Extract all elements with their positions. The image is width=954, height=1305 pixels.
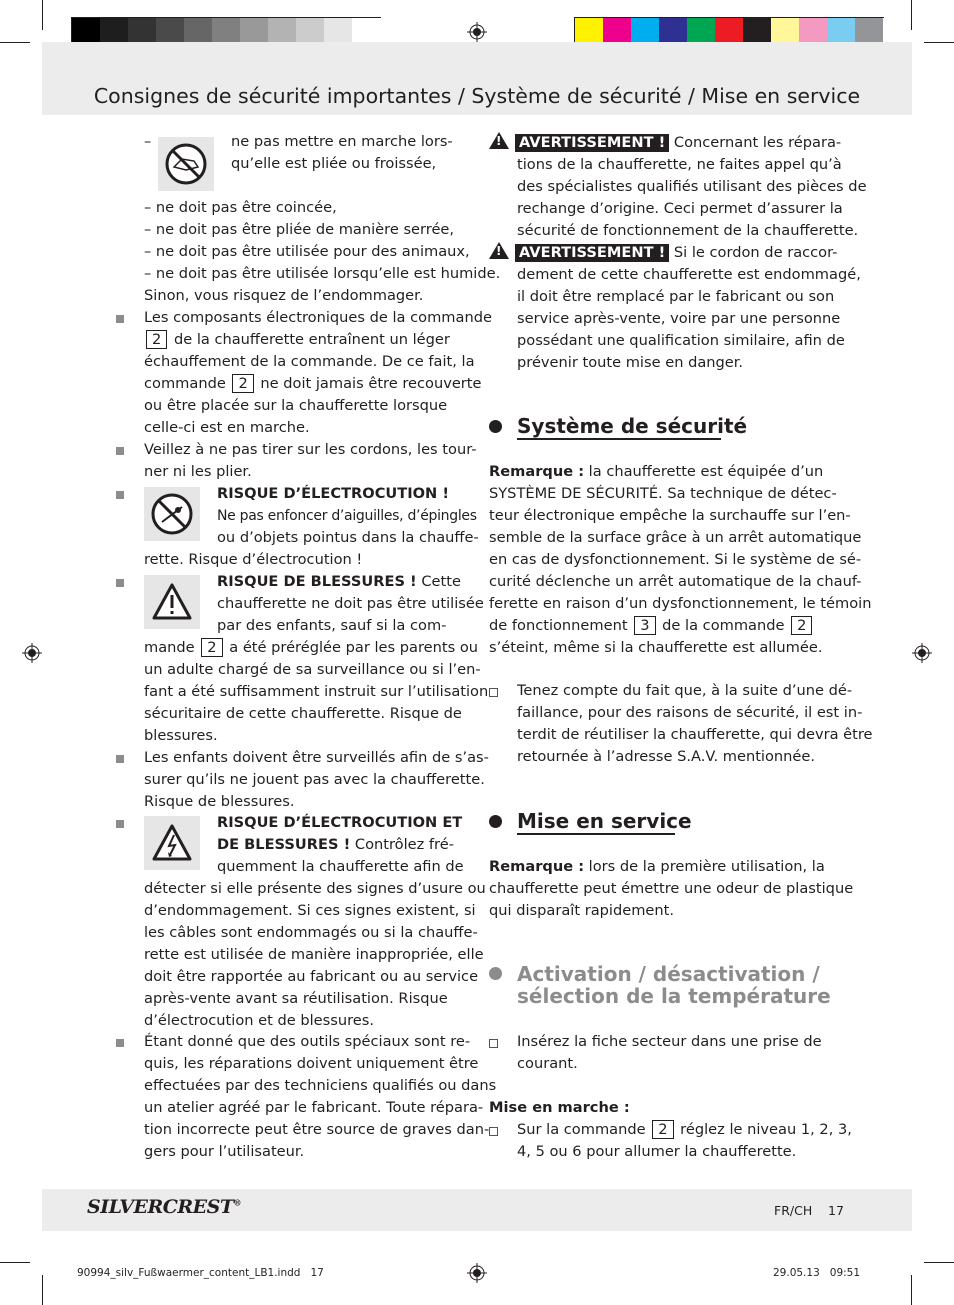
text-line: un atelier agréé par le fabricant. Toute répara- <box>144 1099 484 1116</box>
warning-triangle-icon <box>144 575 200 629</box>
heading-bullet <box>489 815 502 828</box>
text-line: quis, les réparations doivent uniquement être <box>144 1055 479 1072</box>
text: la chaufferette est équipée d’un <box>584 463 824 480</box>
footer-lang: FR/CH <box>774 1203 813 1218</box>
text-line: tion incorrecte peut être source de graves dan- <box>144 1121 490 1138</box>
heading-bullet <box>489 420 502 433</box>
crop-mark <box>0 1262 30 1263</box>
bullet <box>116 315 124 323</box>
remark-label: Remarque : <box>489 463 585 480</box>
section-heading-startup: Mise en service <box>517 809 692 833</box>
text: a été préréglée par les parents ou <box>229 639 479 656</box>
fold-text: qu’elle est pliée ou froissée, <box>231 155 437 172</box>
text: de la commande <box>662 617 785 634</box>
electric-hazard-icon <box>144 816 200 870</box>
text: de fonctionnement <box>489 617 628 634</box>
text-line <box>489 615 814 637</box>
bullet <box>116 820 124 828</box>
page-number: 17 <box>828 1203 844 1218</box>
text-line: Insérez la fiche secteur dans une prise de <box>517 1033 822 1050</box>
text-line: après-vente avant sa réutilisation. Risque <box>144 990 448 1007</box>
text-line: chaufferette peut émettre une odeur de plastique <box>489 880 854 897</box>
text-line: il doit être remplacé par le fabricant ou son <box>517 288 835 305</box>
dash-line: – ne doit pas être coincée, <box>144 199 337 216</box>
text-line: Les composants électroniques de la commande <box>144 309 492 326</box>
warning-line <box>489 132 841 154</box>
crop-mark <box>924 42 954 43</box>
crop-mark <box>42 0 43 30</box>
text-line <box>144 373 482 395</box>
heading-underline <box>517 833 675 835</box>
text-line: Les enfants doivent être surveillés afin de s’as- <box>144 749 489 766</box>
text-line: d’électrocution et de blessures. <box>144 1012 375 1029</box>
text-line: teur électronique empêche la surchauffe sur l’en- <box>489 507 851 524</box>
text-line: quemment la chaufferette afin de <box>217 858 464 875</box>
text-line: rette est utilisée de manière inappropriée, elle <box>144 946 484 963</box>
registration-mark-icon <box>22 643 42 663</box>
text-line: tions de la chaufferette, ne faites appel qu’à <box>517 156 842 173</box>
text: commande <box>144 375 226 392</box>
text-line: semble de la surface grâce à un arrêt automatique <box>489 529 862 546</box>
text: Contrôlez fré- <box>350 836 454 853</box>
heading-underline <box>517 438 721 440</box>
warning-badge: AVERTISSEMENT ! <box>515 244 669 262</box>
text-line: gers pour l’utilisateur. <box>144 1143 305 1160</box>
electrocution-heading: RISQUE D’ÉLECTROCUTION ! <box>217 485 449 502</box>
text: réglez le niveau 1, 2, 3, <box>675 1121 852 1138</box>
text-line: s’éteint, même si la chaufferette est allumée. <box>489 639 823 656</box>
text-line: blessures. <box>144 727 218 744</box>
text-line: possédant une qualification similaire, afin de <box>517 332 845 349</box>
text: Concernant les répara- <box>669 134 842 151</box>
text-line: curité déclenche un arrêt automatique de la chauf- <box>489 573 862 590</box>
text-line <box>144 637 478 659</box>
registration-mark-icon <box>912 643 932 663</box>
text-line: fant a été suffisamment instruit sur l’utilisation <box>144 683 489 700</box>
text-line: sécurité de fonctionnement de la chaufferette. <box>517 222 859 239</box>
heading-bullet <box>489 967 502 980</box>
ref-box: 2 <box>146 330 167 349</box>
text-line: ou d’objets pointus dans la chauffe- <box>217 529 479 546</box>
slug-date: 29.05.13 09:51 <box>773 1267 861 1279</box>
text-line: des spécialistes qualifiés utilisant des pièces de <box>517 178 867 195</box>
text: Si le cordon de raccor- <box>669 244 838 261</box>
text-line: doit être rapportée au fabricant ou au service <box>144 968 479 985</box>
crop-mark <box>924 1262 954 1263</box>
dash: – <box>144 133 152 150</box>
text: ne doit jamais être recouverte <box>260 375 482 392</box>
text-line: celle-ci est en marche. <box>144 419 310 436</box>
text: Cette <box>416 573 461 590</box>
text-line: Veillez à ne pas tirer sur les cordons, les tour- <box>144 441 477 458</box>
text-line <box>517 1119 852 1141</box>
text-line: retournée à l’adresse S.A.V. mentionnée. <box>517 748 816 765</box>
text-line: courant. <box>517 1055 578 1072</box>
text-line: surer qu’ils ne jouent pas avec la chaufferette. <box>144 771 485 788</box>
ref-box: 2 <box>652 1120 673 1139</box>
ref-box: 3 <box>634 616 655 635</box>
text-line: d’endommagement. Si ces signes existent, si <box>144 902 476 919</box>
text-line: ner ni les plier. <box>144 463 252 480</box>
section-heading-security: Système de sécurité <box>517 414 748 438</box>
ref-box: 2 <box>791 616 812 635</box>
text-line: les câbles sont endommagés ou si la chauffe- <box>144 924 478 941</box>
brand-name: SILVERCREST <box>87 1196 234 1218</box>
dash-line: – ne doit pas être utilisée pour des animaux, <box>144 243 470 260</box>
bullet <box>116 1039 124 1047</box>
text-line: échauffement de la commande. De ce fait, la <box>144 353 475 370</box>
text-line: dement de cette chaufferette est endommagé, <box>517 266 861 283</box>
text-line: en cas de dysfonctionnement. Si le système de sé- <box>489 551 862 568</box>
text-line: faillance, pour des raisons de sécurité, il est in- <box>517 704 863 721</box>
text-line: ou être placée sur la chaufferette lorsque <box>144 397 448 414</box>
warning-badge: AVERTISSEMENT ! <box>515 134 669 152</box>
warning-triangle-icon <box>489 132 509 149</box>
text-line: Étant donné que des outils spéciaux sont re- <box>144 1033 471 1050</box>
no-folding-icon <box>158 137 214 191</box>
electrocution-icon-box <box>144 487 200 541</box>
fold-text: ne pas mettre en marche lors- <box>231 133 453 150</box>
slug-file: 90994_silv_Fußwaermer_content_LB1.indd 17 <box>77 1267 324 1279</box>
text-line: par des enfants, sauf si la com- <box>217 617 447 634</box>
page-title: Consignes de sécurité importantes / Système de sécurité / Mise en service <box>93 84 861 108</box>
bullet <box>116 579 124 587</box>
text-line: service après-vente, voire par une personne <box>517 310 841 327</box>
text-line: un adulte chargé de sa surveillance ou si l’en- <box>144 661 481 678</box>
fold-warning-icon-box <box>158 137 214 191</box>
text-line: SYSTÈME DE SÉCURITÉ. Sa technique de détec- <box>489 485 837 502</box>
subheading-switch-on: Mise en marche : <box>489 1099 630 1116</box>
injury-icon-box <box>144 575 200 629</box>
electrocution-injury-heading: RISQUE D’ÉLECTROCUTION ET <box>217 814 463 831</box>
crop-mark <box>42 1275 43 1305</box>
text-line: effectuées par des techniciens qualifiés ou dans <box>144 1077 497 1094</box>
text-line: détecter si elle présente des signes d’usure ou <box>144 880 486 897</box>
text: mande <box>144 639 195 656</box>
text: Sur la commande <box>517 1121 646 1138</box>
dash-line: Sinon, vous risquez de l’endommager. <box>144 287 424 304</box>
text-line: ferette en raison d’un dysfonctionnement, le témoin <box>489 595 872 612</box>
registration-mark-icon <box>467 1263 487 1283</box>
registered-mark: ® <box>233 1197 241 1208</box>
text-line: terdit de réutiliser la chaufferette, qui devra être <box>517 726 873 743</box>
section-heading-activation: sélection de la température <box>517 984 831 1008</box>
bullet <box>116 755 124 763</box>
checkbox-marker <box>489 688 498 697</box>
remark-label: Remarque : <box>489 858 585 875</box>
text-line: sécuritaire de cette chaufferette. Risque de <box>144 705 462 722</box>
checkbox-marker <box>489 1039 498 1048</box>
electric-shock-icon-box <box>144 816 200 870</box>
heading-part: DE BLESSURES ! <box>217 836 351 853</box>
text-line: rette. Risque d’électrocution ! <box>144 551 363 568</box>
brand-logo <box>87 1196 241 1218</box>
injury-heading: RISQUE DE BLESSURES ! <box>217 573 417 590</box>
text-line <box>489 856 825 878</box>
text-line <box>489 461 823 483</box>
section-heading-activation: Activation / désactivation / <box>517 962 820 986</box>
text-line <box>217 834 454 856</box>
text-line: rechange d’origine. Ceci permet d’assurer la <box>517 200 843 217</box>
text: lors de la première utilisation, la <box>584 858 825 875</box>
text-line: prévenir toute mise en danger. <box>517 354 744 371</box>
crop-mark <box>911 0 912 30</box>
dash-line: – ne doit pas être pliée de manière serrée, <box>144 221 455 238</box>
warning-line <box>489 242 837 264</box>
crop-mark <box>911 1275 912 1305</box>
text: de la chaufferette entraînent un léger <box>173 331 450 348</box>
dash-line: – ne doit pas être utilisée lorsqu’elle est humide. <box>144 265 501 282</box>
registration-mark-icon <box>467 22 487 42</box>
text-line: chaufferette ne doit pas être utilisée <box>217 595 484 612</box>
ref-box: 2 <box>201 638 222 657</box>
text-line <box>144 329 450 351</box>
bullet <box>116 447 124 455</box>
ref-box: 2 <box>232 374 253 393</box>
no-needles-icon <box>144 487 200 541</box>
text-line <box>217 571 461 593</box>
bullet <box>116 491 124 499</box>
warning-triangle-icon <box>489 242 509 259</box>
text-line: Tenez compte du fait que, à la suite d’une dé- <box>517 682 853 699</box>
text-line: 4, 5 ou 6 pour allumer la chaufferette. <box>517 1143 797 1160</box>
crop-mark <box>0 42 30 43</box>
text-line: Risque de blessures. <box>144 793 295 810</box>
checkbox-marker <box>489 1127 498 1136</box>
text-line: Ne pas enfoncer d’aiguilles, d’épingles <box>217 508 477 524</box>
text-line: qui disparaît rapidement. <box>489 902 675 919</box>
